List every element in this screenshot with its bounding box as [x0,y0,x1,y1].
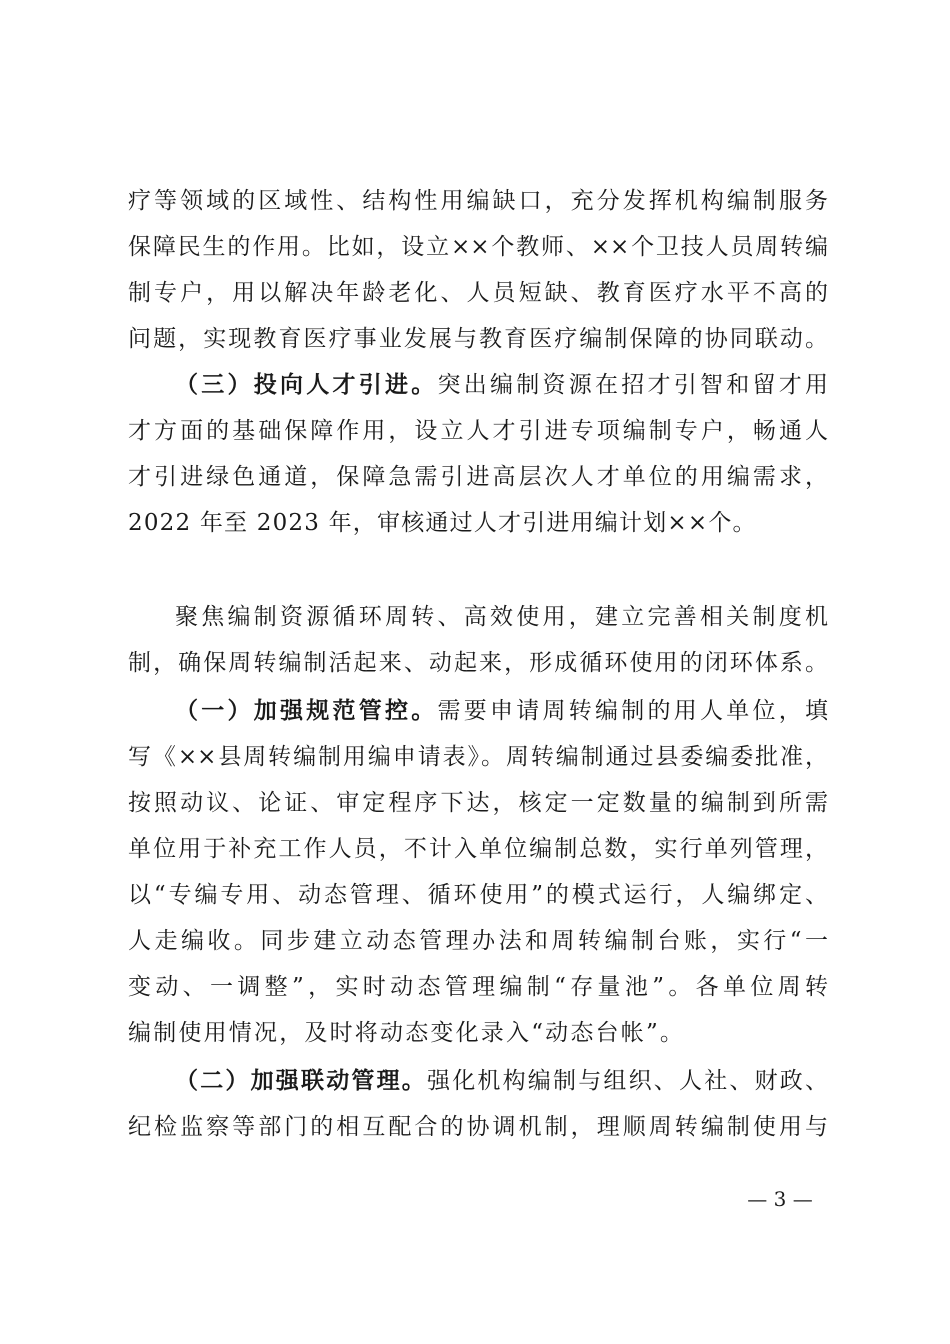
paragraph-text: 突出编制资源在招才引智和留才用 [437,372,828,398]
paragraph-line: 聚焦编制资源循环周转、高效使用，建立完善相关制度机 [175,604,828,630]
paragraph-line: 纪检监察等部门的相互配合的协调机制，理顺周转编制使用与 [128,1114,828,1140]
paragraph-line: 疗等领域的区域性、结构性用编缺口，充分发挥机构编制服务 [128,188,828,214]
paragraph-line: 才引进绿色通道，保障急需引进高层次人才单位的用编需求， [128,464,828,490]
paragraph-line: 按照动议、论证、审定程序下达，核定一定数量的编制到所需 [128,790,828,816]
paragraph-text: 需要申请周转编制的用人单位，填 [437,698,828,724]
subheading: （三）投向人才引进。 [175,371,438,398]
paragraph-line: 2022 年至 2023 年，审核通过人才引进用编计划××个。 [128,510,757,536]
paragraph-line: 编制使用情况，及时将动态变化录入“动态台帐”。 [128,1020,686,1046]
paragraph-line: 人走编收。同步建立动态管理办法和周转编制台账，实行“一 [128,928,828,954]
paragraph-first-line [175,688,828,734]
paragraph-line: 以“专编专用、动态管理、循环使用”的模式运行，人编绑定、 [128,882,828,908]
paragraph-line: 制，确保周转编制活起来、动起来，形成循环使用的闭环体系。 [128,650,828,676]
paragraph-line: 变动、一调整”，实时动态管理编制“存量池”。各单位周转 [128,974,828,1000]
paragraph-line: 写《××县周转编制用编申请表》。周转编制通过县委编委批准， [128,744,828,770]
paragraph-line: 保障民生的作用。比如，设立××个教师、××个卫技人员周转编 [128,234,828,260]
page-number: — 3 — [747,1187,813,1211]
paragraph-first-line [175,1058,828,1104]
paragraph-first-line [175,362,828,408]
subheading: （二）加强联动管理。 [175,1067,427,1094]
paragraph-line: 问题，实现教育医疗事业发展与教育医疗编制保障的协同联动。 [128,326,828,352]
paragraph-line: 才方面的基础保障作用，设立人才引进专项编制专户，畅通人 [128,418,828,444]
paragraph-line: 制专户，用以解决年龄老化、人员短缺、教育医疗水平不高的 [128,280,828,306]
paragraph-text: 强化机构编制与组织、人社、财政、 [427,1068,829,1094]
section-title [175,547,828,593]
paragraph-line: 单位用于补充工作人员，不计入单位编制总数，实行单列管理， [128,836,828,862]
subheading: （一）加强规范管控。 [175,697,438,724]
